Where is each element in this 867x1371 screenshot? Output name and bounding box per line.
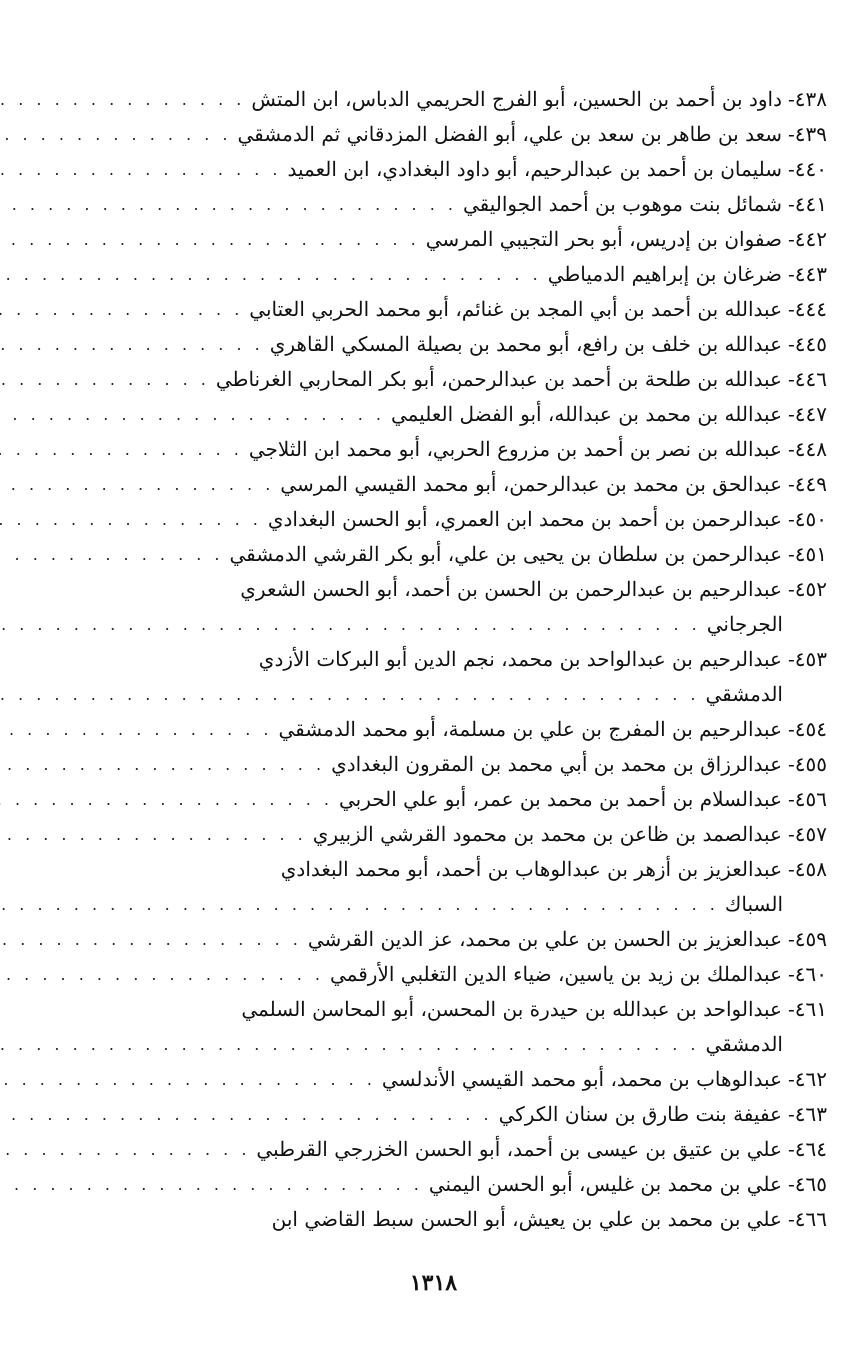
entry-number: ٤٣٨- bbox=[788, 87, 827, 111]
index-entry bbox=[40, 712, 827, 747]
entry-title: عبدالرحمن بن سلطان بن يحيى بن علي، أبو بكر القرشي الدمشقي bbox=[229, 542, 782, 566]
index-entry bbox=[40, 502, 827, 537]
entry-title: عفيفة بنت طارق بن سنان الكركي bbox=[498, 1102, 782, 1126]
entry-title: عبدالملك بن زيد بن ياسين، ضياء الدين التغلبي الأرقمي bbox=[330, 962, 782, 986]
entry-title: عبدالله بن طلحة بن أحمد بن عبدالرحمن، أبو بكر المحاربي الغرناطي bbox=[215, 367, 782, 391]
entry-title: علي بن محمد بن غليس، أبو الحسن اليمني bbox=[428, 1172, 782, 1196]
index-entry bbox=[40, 992, 827, 1062]
entry-title: ضرغان بن إبراهيم الدمياطي bbox=[547, 262, 782, 286]
entry-number: ٤٤٥- bbox=[788, 332, 827, 356]
entry-number: ٤٥٨- bbox=[788, 857, 827, 881]
entry-line bbox=[40, 222, 827, 257]
entry-line bbox=[40, 957, 827, 992]
page-number: ١٣١٨ bbox=[409, 1270, 458, 1296]
entry-title: عبدالوهاب بن محمد، أبو محمد القيسي الأندلسي bbox=[381, 1067, 782, 1091]
index-entry bbox=[40, 292, 827, 327]
entry-line bbox=[40, 642, 827, 677]
entry-number: ٤٥٢- bbox=[788, 577, 827, 601]
entry-line bbox=[40, 782, 827, 817]
entry-line bbox=[40, 572, 827, 607]
dot-leader bbox=[0, 467, 274, 502]
entry-line bbox=[40, 152, 827, 187]
index-entry bbox=[40, 117, 827, 152]
dot-leader bbox=[0, 922, 302, 957]
entry-number: ٤٤٠- bbox=[788, 157, 827, 181]
entry-line bbox=[40, 747, 827, 782]
index-entry bbox=[40, 537, 827, 572]
dot-leader bbox=[0, 292, 243, 327]
entry-line bbox=[40, 852, 827, 887]
index-entry bbox=[40, 957, 827, 992]
entry-continuation-line bbox=[40, 607, 827, 642]
entry-number: ٤٥٧- bbox=[788, 822, 827, 846]
entry-line bbox=[40, 817, 827, 852]
dot-leader bbox=[0, 537, 224, 572]
dot-leader bbox=[0, 187, 457, 222]
entry-title: شمائل بنت موهوب بن أحمد الجواليقي bbox=[462, 192, 782, 216]
entry-number: ٤٦٦- bbox=[788, 1207, 827, 1231]
entry-title: عبدالرزاق بن محمد بن أبي محمد بن المقرون البغدادي bbox=[331, 752, 782, 776]
index-entry bbox=[40, 397, 827, 432]
entry-number: ٤٤١- bbox=[788, 192, 827, 216]
entry-line bbox=[40, 1097, 827, 1132]
index-entry bbox=[40, 327, 827, 362]
dot-leader bbox=[0, 432, 243, 467]
entry-number: ٤٤٨- bbox=[788, 437, 827, 461]
entry-title: عبدالله بن خلف بن رافع، أبو محمد بن بصيلة المسكي القاهري bbox=[269, 332, 782, 356]
entry-title: سليمان بن أحمد بن عبدالرحيم، أبو داود البغدادي، ابن العميد bbox=[287, 157, 782, 181]
entry-line bbox=[40, 712, 827, 747]
dot-leader bbox=[0, 677, 700, 712]
index-entry bbox=[40, 642, 827, 712]
entry-number: ٤٦٠- bbox=[788, 962, 827, 986]
entry-line bbox=[40, 1132, 827, 1167]
entry-title: عبدالله بن أحمد بن أبي المجد بن غنائم، أبو محمد الحربي العتابي bbox=[249, 297, 782, 321]
dot-leader bbox=[0, 1097, 493, 1132]
entry-number: ٤٣٩- bbox=[788, 122, 827, 146]
entry-number: ٤٥٠- bbox=[788, 507, 827, 531]
dot-leader bbox=[0, 502, 262, 537]
entry-continuation-line bbox=[40, 1027, 827, 1062]
entry-number: ٤٤٧- bbox=[788, 402, 827, 426]
entry-number: ٤٦٣- bbox=[788, 1102, 827, 1126]
entry-line bbox=[40, 537, 827, 572]
entry-continuation-line bbox=[40, 887, 827, 922]
index-entry bbox=[40, 257, 827, 292]
entry-title: عبدالله بن نصر بن أحمد بن مزروع الحربي، أبو محمد ابن الثلاجي bbox=[248, 437, 782, 461]
entry-number: ٤٤٩- bbox=[788, 472, 827, 496]
index-entry bbox=[40, 187, 827, 222]
entry-line bbox=[40, 432, 827, 467]
entry-title: الدمشقي bbox=[705, 682, 783, 706]
entry-title: سعد بن طاهر بن سعد بن علي، أبو الفضل المزدقاني ثم الدمشقي bbox=[237, 122, 782, 146]
entry-line bbox=[40, 1062, 827, 1097]
entry-line bbox=[40, 292, 827, 327]
index-entry bbox=[40, 1062, 827, 1097]
entry-line bbox=[40, 397, 827, 432]
entry-title: عبدالله بن محمد بن عبدالله، أبو الفضل العليمي bbox=[390, 402, 782, 426]
entry-continuation-line bbox=[40, 677, 827, 712]
entry-number: ٤٥١- bbox=[788, 542, 827, 566]
index-entry bbox=[40, 747, 827, 782]
entry-line bbox=[40, 187, 827, 222]
entry-line bbox=[40, 1202, 827, 1237]
index-entry bbox=[40, 82, 827, 117]
entry-title: عبدالعزيز بن الحسن بن علي بن محمد، عز الدين القرشي bbox=[307, 927, 782, 951]
index-entry bbox=[40, 852, 827, 922]
entry-line bbox=[40, 992, 827, 1027]
index-entry bbox=[40, 362, 827, 397]
index-entry bbox=[40, 572, 827, 642]
index-entry bbox=[40, 1202, 827, 1237]
index-entry bbox=[40, 467, 827, 502]
entry-line bbox=[40, 1167, 827, 1202]
entry-line bbox=[40, 327, 827, 362]
dot-leader bbox=[0, 362, 210, 397]
dot-leader bbox=[0, 152, 282, 187]
entry-number: ٤٥٣- bbox=[788, 647, 827, 671]
entry-number: ٤٥٦- bbox=[788, 787, 827, 811]
entry-title: عبدالرحيم بن المفرج بن علي بن مسلمة، أبو محمد الدمشقي bbox=[278, 717, 782, 741]
entry-line bbox=[40, 117, 827, 152]
entry-title: عبدالواحد بن عبدالله بن حيدرة بن المحسن، أبو المحاسن السلمي bbox=[241, 997, 782, 1021]
entry-line bbox=[40, 257, 827, 292]
dot-leader bbox=[0, 1027, 700, 1062]
dot-leader bbox=[0, 747, 325, 782]
entry-title: عبدالرحيم بن عبدالرحمن بن الحسن بن أحمد، أبو الحسن الشعري bbox=[240, 577, 782, 601]
dot-leader bbox=[0, 782, 333, 817]
index-entry bbox=[40, 152, 827, 187]
entry-number: ٤٦٥- bbox=[788, 1172, 827, 1196]
dot-leader bbox=[0, 222, 420, 257]
index-entry bbox=[40, 1132, 827, 1167]
dot-leader bbox=[0, 712, 273, 747]
entry-number: ٤٦٤- bbox=[788, 1137, 827, 1161]
index-entry bbox=[40, 1097, 827, 1132]
index-entry bbox=[40, 782, 827, 817]
entry-number: ٤٤٤- bbox=[788, 297, 827, 321]
index-entry bbox=[40, 222, 827, 257]
entry-title: عبدالصمد بن ظاعن بن محمد بن محمود القرشي الزبيري bbox=[312, 822, 782, 846]
entry-line bbox=[40, 502, 827, 537]
dot-leader bbox=[0, 957, 324, 992]
entry-number: ٤٦٢- bbox=[788, 1067, 827, 1091]
entry-title: علي بن محمد بن علي بن يعيش، أبو الحسن سبط القاضي ابن bbox=[271, 1207, 782, 1231]
entry-title: الجرجاني bbox=[706, 612, 783, 636]
dot-leader bbox=[0, 1132, 250, 1167]
dot-leader bbox=[0, 327, 264, 362]
entry-title: علي بن عتيق بن عيسى بن أحمد، أبو الحسن الخزرجي القرطبي bbox=[256, 1137, 782, 1161]
dot-leader bbox=[0, 397, 385, 432]
entry-title: السباك bbox=[724, 892, 783, 916]
entry-line bbox=[40, 922, 827, 957]
dot-leader bbox=[0, 607, 701, 642]
dot-leader bbox=[0, 257, 542, 292]
entry-line bbox=[40, 82, 827, 117]
dot-leader bbox=[0, 117, 231, 152]
dot-leader bbox=[0, 1062, 376, 1097]
index-entry bbox=[40, 922, 827, 957]
entry-title: عبدالرحيم بن عبدالواحد بن محمد، نجم الدين أبو البركات الأزدي bbox=[258, 647, 782, 671]
dot-leader bbox=[0, 817, 307, 852]
entry-line bbox=[40, 467, 827, 502]
entry-title: الدمشقي bbox=[705, 1032, 783, 1056]
entry-number: ٤٤٦- bbox=[788, 367, 827, 391]
dot-leader bbox=[0, 82, 245, 117]
dot-leader bbox=[0, 1167, 423, 1202]
entry-number: ٤٥٩- bbox=[788, 927, 827, 951]
entry-number: ٤٥٥- bbox=[788, 752, 827, 776]
entry-title: عبدالسلام بن أحمد بن محمد بن عمر، أبو علي الحربي bbox=[338, 787, 782, 811]
entry-line bbox=[40, 362, 827, 397]
entry-number: ٤٦١- bbox=[788, 997, 827, 1021]
entry-title: عبدالرحمن بن أحمد بن محمد ابن العمري، أبو الحسن البغدادي bbox=[267, 507, 782, 531]
entry-title: صفوان بن إدريس، أبو بحر التجيبي المرسي bbox=[425, 227, 782, 251]
entry-title: عبدالعزيز بن أزهر بن عبدالوهاب بن أحمد، أبو محمد البغدادي bbox=[280, 857, 782, 881]
entry-number: ٤٤٣- bbox=[788, 262, 827, 286]
index-entry bbox=[40, 432, 827, 467]
index-entry bbox=[40, 817, 827, 852]
entry-title: عبدالحق بن محمد بن عبدالرحمن، أبو محمد القيسي المرسي bbox=[280, 472, 782, 496]
index-list bbox=[40, 82, 827, 1237]
entry-title: داود بن أحمد بن الحسين، أبو الفرج الحريمي الدباس، ابن المتش bbox=[251, 87, 782, 111]
dot-leader bbox=[0, 887, 719, 922]
index-entry bbox=[40, 1167, 827, 1202]
entry-number: ٤٤٢- bbox=[788, 227, 827, 251]
entry-number: ٤٥٤- bbox=[788, 717, 827, 741]
